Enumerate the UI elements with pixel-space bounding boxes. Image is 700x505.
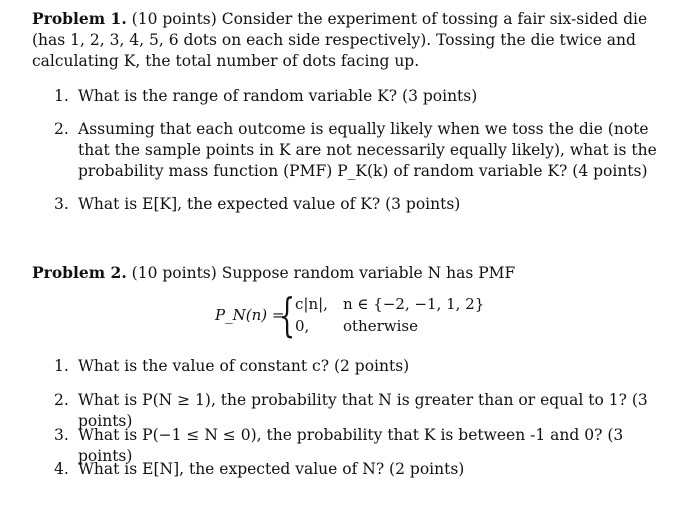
item-text: What is the value of constant c? (2 points) [78,357,410,375]
item-text: Assuming that each outcome is equally likely when we toss the die (note that the sample points in K are not necessarily equally likely), what is the probability mass function (PMF) P_K(k) of random variable K? (4 points) [78,120,657,180]
problem1-statement [32,8,672,72]
left-brace-icon: { [279,288,296,342]
item-number: 3. [54,426,69,444]
pmf-equation [215,288,535,343]
item-text: What is E[K], the expected value of K? (3 points) [78,195,461,213]
item-number: 2. [54,120,69,138]
pmf-lhs: P_N(n) = [215,306,285,324]
problem2-statement [32,262,672,284]
item-text: What is E[N], the expected value of N? (2 points) [78,460,465,478]
problem1-intro: (10 points) Consider the experiment of tossing a fair six-sided die (has 1, 2, 3, 4, 5, 6 dots on each side respectively). Tossing the die twice and calculating K, the total number of dots facing up. [32,10,648,70]
item-number: 4. [54,460,69,478]
problem2-title: Problem 2. [32,263,127,282]
problem1-title: Problem 1. [32,9,127,28]
problem2-intro: (10 points) Suppose random variable N has PMF [131,264,516,282]
item-number: 2. [54,391,69,409]
item-number: 1. [54,357,69,375]
pmf-case2-value: 0, [295,317,310,335]
pmf-case2-condition: otherwise [343,317,418,335]
item-number: 3. [54,195,69,213]
item-text: What is P(−1 ≤ N ≤ 0), the probability that K is between -1 and 0? (3 points) [78,426,624,465]
item-text: What is P(N ≥ 1), the probability that N is greater than or equal to 1? (3 points) [78,391,648,430]
item-number: 1. [54,87,69,105]
pmf-case1-value: c|n|, [295,295,328,313]
pmf-case1-condition: n ∈ {−2, −1, 1, 2} [343,295,485,313]
item-text: What is the range of random variable K? (3 points) [78,87,478,105]
